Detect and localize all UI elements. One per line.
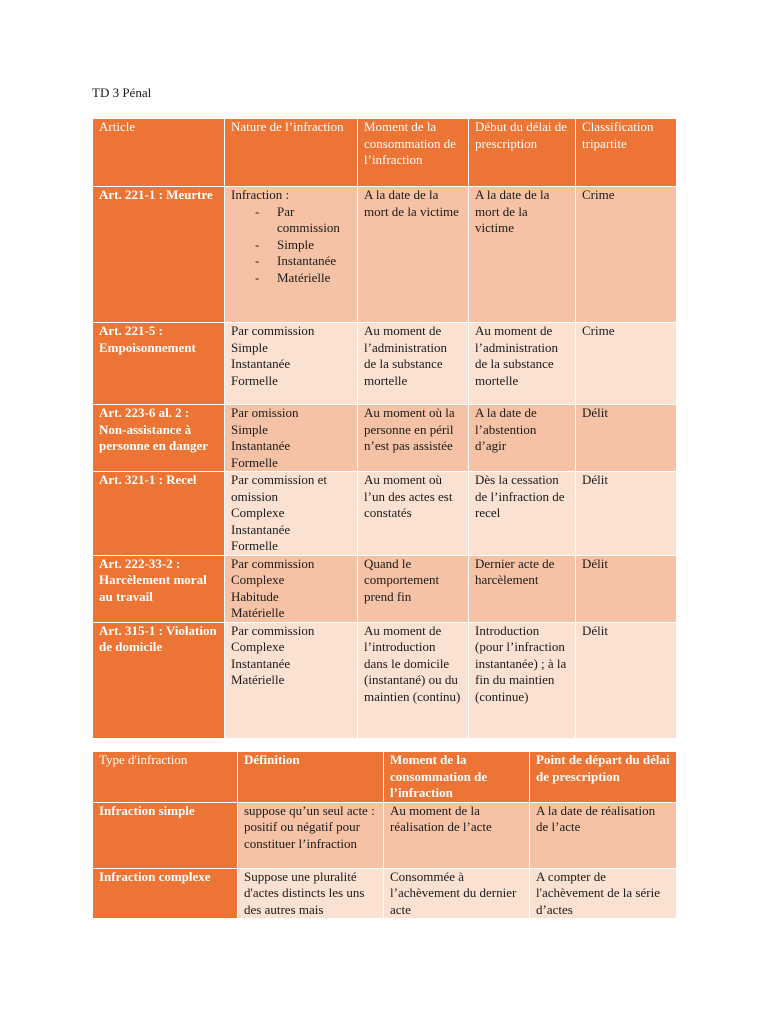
table-row bbox=[93, 622, 677, 738]
table-row bbox=[93, 187, 677, 323]
header-type: Type d'infraction bbox=[93, 752, 238, 803]
moment-cell: Au moment où l’un des actes est constatés bbox=[358, 472, 469, 556]
table-row bbox=[93, 472, 677, 556]
table-row bbox=[93, 802, 677, 868]
nature-line: Matérielle bbox=[231, 672, 285, 687]
nature-line: Instantanée bbox=[231, 438, 291, 453]
nature-list-item: - Simple bbox=[255, 237, 351, 254]
nature-line: Par commission bbox=[231, 323, 315, 338]
header-nature: Nature de l’infraction bbox=[225, 119, 358, 187]
type-cell: Infraction complexe bbox=[93, 868, 238, 919]
moment-cell: Au moment où la personne en péril n’est pas assistée bbox=[358, 405, 469, 472]
definition-cell: suppose qu’un seul acte : positif ou négatif pour constituer l’infraction bbox=[238, 802, 384, 868]
table-header-row bbox=[93, 752, 677, 803]
nature-line: Matérielle bbox=[231, 605, 285, 620]
nature-line: Formelle bbox=[231, 372, 278, 388]
nature-cell bbox=[225, 187, 358, 323]
table-row bbox=[93, 555, 677, 622]
moment-cell: Au moment de l’administration de la substance mortelle bbox=[358, 323, 469, 405]
debut-cell: Au moment de l’administration de la substance mortelle bbox=[469, 323, 576, 405]
nature-line: Formelle bbox=[231, 454, 278, 470]
header-depart: Point de départ du délai de prescription bbox=[530, 752, 677, 803]
nature-line: Instantanée bbox=[231, 655, 291, 671]
nature-line: Instantanée bbox=[231, 356, 291, 371]
debut-cell: Dès la cessation de l’infraction de recel bbox=[469, 472, 576, 556]
nature-line: Habitude bbox=[231, 588, 279, 604]
article-cell: Art. 321-1 : Recel bbox=[93, 472, 225, 556]
article-cell: Art. 223-6 al. 2 : Non-assistance à personne en danger bbox=[93, 405, 225, 472]
depart-cell: A compter de l'achèvement de la série d’actes bbox=[530, 868, 677, 919]
nature-line: Par commission et omission bbox=[231, 472, 328, 504]
classification-cell: Délit bbox=[576, 405, 677, 472]
type-cell: Infraction simple bbox=[93, 802, 238, 868]
moment-cell: Au moment de l’introduction dans le domicile (instantané) ou du maintien (continu) bbox=[358, 622, 469, 738]
moment-cell: A la date de la mort de la victime bbox=[358, 187, 469, 323]
nature-list-item: - Par commission bbox=[255, 204, 351, 237]
nature-line: Par commission bbox=[231, 622, 315, 638]
nature-line: Simple bbox=[231, 421, 268, 437]
table-row bbox=[93, 868, 677, 919]
header-moment: Moment de la consommation de l’infraction bbox=[384, 752, 530, 803]
classification-cell: Délit bbox=[576, 555, 677, 622]
types-table bbox=[92, 751, 677, 919]
header-moment: Moment de la consommation de l’infraction bbox=[358, 119, 469, 187]
header-debut: Début du délai de prescription bbox=[469, 119, 576, 187]
article-cell: Art. 222-33-2 : Harcèlement moral au travail bbox=[93, 555, 225, 622]
classification-cell: Délit bbox=[576, 622, 677, 738]
debut-cell: A la date de l’abstention d’agir bbox=[469, 405, 576, 472]
nature-line: Instantanée bbox=[231, 521, 291, 537]
classification-cell: Délit bbox=[576, 472, 677, 556]
classification-cell: Crime bbox=[576, 187, 677, 323]
nature-list bbox=[231, 204, 351, 287]
nature-intro: Infraction : bbox=[231, 187, 290, 202]
nature-cell bbox=[225, 323, 358, 405]
header-definition: Définition bbox=[238, 752, 384, 803]
moment-cell: Consommée à l’achèvement du dernier acte bbox=[384, 868, 530, 919]
header-article: Article bbox=[93, 119, 225, 187]
nature-cell bbox=[225, 405, 358, 472]
moment-cell: Quand le comportement prend fin bbox=[358, 555, 469, 622]
article-cell: Art. 315-1 : Violation de domicile bbox=[93, 622, 225, 738]
nature-cell bbox=[225, 555, 358, 622]
page-title: TD 3 Pénal bbox=[92, 85, 152, 100]
debut-cell: A la date de la mort de la victime bbox=[469, 187, 576, 323]
debut-cell: Introduction (pour l’infraction instantanée) ; à la fin du maintien (continue) bbox=[469, 622, 576, 738]
article-cell: Art. 221-5 : Empoisonnement bbox=[93, 323, 225, 405]
nature-line: Par omission bbox=[231, 405, 299, 420]
nature-line: Simple bbox=[231, 339, 268, 355]
debut-cell: Dernier acte de harcèlement bbox=[469, 555, 576, 622]
nature-cell bbox=[225, 622, 358, 738]
moment-cell: Au moment de la réalisation de l’acte bbox=[384, 802, 530, 868]
depart-cell: A la date de réalisation de l’acte bbox=[530, 802, 677, 868]
nature-line: Complexe bbox=[231, 572, 285, 587]
table-header-row bbox=[93, 119, 677, 187]
nature-line: Par commission bbox=[231, 555, 315, 571]
nature-line: Complexe bbox=[231, 505, 285, 520]
nature-list-item: - Instantanée bbox=[255, 253, 351, 270]
definition-cell: Suppose une pluralité d'actes distincts les uns des autres mais bbox=[238, 868, 384, 919]
infractions-table bbox=[92, 118, 677, 739]
table-row bbox=[93, 323, 677, 405]
classification-cell: Crime bbox=[576, 323, 677, 405]
nature-line: Formelle bbox=[231, 538, 278, 553]
article-cell: Art. 221-1 : Meurtre bbox=[93, 187, 225, 323]
table-row bbox=[93, 405, 677, 472]
nature-cell bbox=[225, 472, 358, 556]
nature-list-item: - Matérielle bbox=[255, 270, 351, 287]
header-classification: Classification tripartite bbox=[576, 119, 677, 187]
nature-line: Complexe bbox=[231, 639, 285, 654]
